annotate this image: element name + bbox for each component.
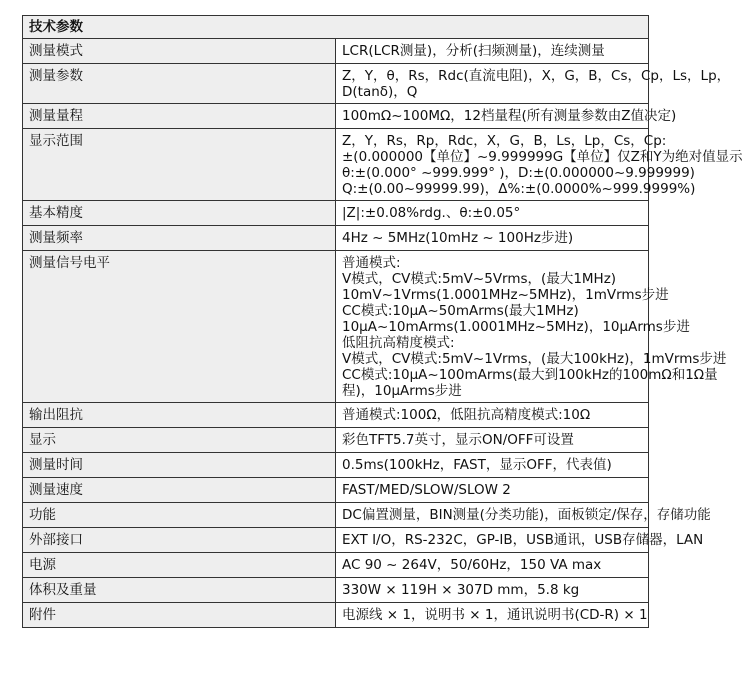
table-header-row	[23, 16, 649, 39]
spec-value-line: 低阻抗高精度模式:	[342, 335, 455, 351]
spec-label: 基本精度	[23, 201, 336, 226]
spec-value-line: CC模式:10μA~100mArms(最大到100kHz的100mΩ和1Ω量	[342, 367, 718, 383]
spec-value	[336, 39, 649, 64]
spec-label: 附件	[23, 603, 336, 628]
table-row	[23, 39, 649, 64]
table-row	[23, 104, 649, 129]
spec-table	[22, 15, 743, 628]
table-row	[23, 528, 649, 553]
spec-label: 显示	[23, 428, 336, 453]
spec-value	[336, 226, 649, 251]
spec-label: 测量量程	[23, 104, 336, 129]
spec-label: 测量速度	[23, 478, 336, 503]
spec-value-line: 330W × 119H × 307D mm，5.8 kg	[342, 582, 580, 598]
spec-value-line: Z，Y，Rs，Rp，Rdc，X，G，B，Ls，Lp，Cs，Cp:	[342, 133, 667, 149]
spec-value	[336, 478, 649, 503]
spec-value-line: D(tanδ)，Q	[342, 84, 418, 100]
spec-value-line: 100mΩ~100MΩ，12档量程(所有测量参数由Z值决定)	[342, 108, 677, 124]
spec-value	[336, 578, 649, 603]
spec-value-line: Q:±(0.00~99999.99)，Δ%:±(0.0000%~999.9999%)	[342, 181, 696, 197]
spec-label: 体积及重量	[23, 578, 336, 603]
spec-value-line: CC模式:10μA~50mArms(最大1MHz)	[342, 303, 579, 319]
spec-value-line: 普通模式:100Ω，低阻抗高精度模式:10Ω	[342, 407, 591, 423]
table-row	[23, 603, 649, 628]
spec-label: 功能	[23, 503, 336, 528]
spec-value	[336, 129, 743, 201]
spec-value	[336, 603, 649, 628]
spec-value-line: 10mV~1Vrms(1.0001MHz~5MHz)，1mVrms步进	[342, 287, 669, 303]
table-row	[23, 403, 649, 428]
spec-value	[336, 64, 731, 104]
spec-label: 测量频率	[23, 226, 336, 251]
spec-value-line: |Z|:±0.08%rdg.、θ:±0.05°	[342, 205, 521, 221]
spec-value	[336, 104, 677, 129]
spec-value	[336, 403, 649, 428]
spec-value	[336, 201, 649, 226]
spec-label: 外部接口	[23, 528, 336, 553]
table-row	[23, 578, 649, 603]
table-row	[23, 64, 649, 104]
spec-label: 测量时间	[23, 453, 336, 478]
spec-value	[336, 503, 711, 528]
spec-value-line: LCR(LCR测量)，分析(扫频测量)，连续测量	[342, 43, 605, 59]
spec-value-line: Z，Y，θ，Rs，Rdc(直流电阻)，X，G，B，Cs，Cp，Ls，Lp，	[342, 68, 731, 84]
spec-label: 测量信号电平	[23, 251, 336, 403]
spec-value-line: 10μA~10mArms(1.0001MHz~5MHz)，10μArms步进	[342, 319, 690, 335]
spec-value-line: V模式，CV模式:5mV~5Vrms，(最大1MHz)	[342, 271, 617, 287]
table-header: 技术参数	[23, 16, 649, 39]
spec-value	[336, 428, 649, 453]
table-row	[23, 478, 649, 503]
spec-value-line: FAST/MED/SLOW/SLOW 2	[342, 482, 511, 498]
table-row	[23, 251, 649, 403]
table-row	[23, 503, 649, 528]
spec-value-line: EXT I/O，RS-232C，GP-IB，USB通讯，USB存储器，LAN	[342, 532, 704, 548]
spec-value-line: ±(0.000000【单位】~9.999999G【单位】仅Z和Y为绝对值显示	[342, 149, 743, 165]
spec-value-line: 普通模式:	[342, 255, 401, 271]
spec-value	[336, 453, 649, 478]
spec-label: 测量模式	[23, 39, 336, 64]
spec-label: 电源	[23, 553, 336, 578]
table-row	[23, 201, 649, 226]
spec-value-line: AC 90 ~ 264V，50/60Hz，150 VA max	[342, 557, 602, 573]
spec-value-line: V模式，CV模式:5mV~1Vrms，(最大100kHz)，1mVrms步进	[342, 351, 727, 367]
spec-value-line: DC偏置测量，BIN测量(分类功能)，面板锁定/保存，存储功能	[342, 507, 711, 523]
spec-value-line: 程)，10μArms步进	[342, 383, 462, 399]
spec-value-line: 4Hz ~ 5MHz(10mHz ~ 100Hz步进)	[342, 230, 574, 246]
table-row	[23, 226, 649, 251]
table-row	[23, 129, 649, 201]
spec-value-line: 彩色TFT5.7英寸，显示ON/OFF可设置	[342, 432, 574, 448]
spec-value	[336, 553, 649, 578]
spec-value	[336, 251, 727, 403]
spec-label: 测量参数	[23, 64, 336, 104]
spec-value-line: 电源线 × 1，说明书 × 1，通讯说明书(CD-R) × 1	[342, 607, 648, 623]
spec-value-line: θ:±(0.000° ~999.999° )，D:±(0.000000~9.999999)	[342, 165, 695, 181]
table-row	[23, 428, 649, 453]
spec-sheet	[22, 15, 743, 628]
table-row	[23, 453, 649, 478]
spec-label: 显示范围	[23, 129, 336, 201]
table-row	[23, 553, 649, 578]
spec-value-line: 0.5ms(100kHz，FAST，显示OFF，代表值)	[342, 457, 612, 473]
spec-label: 输出阻抗	[23, 403, 336, 428]
spec-value	[336, 528, 704, 553]
